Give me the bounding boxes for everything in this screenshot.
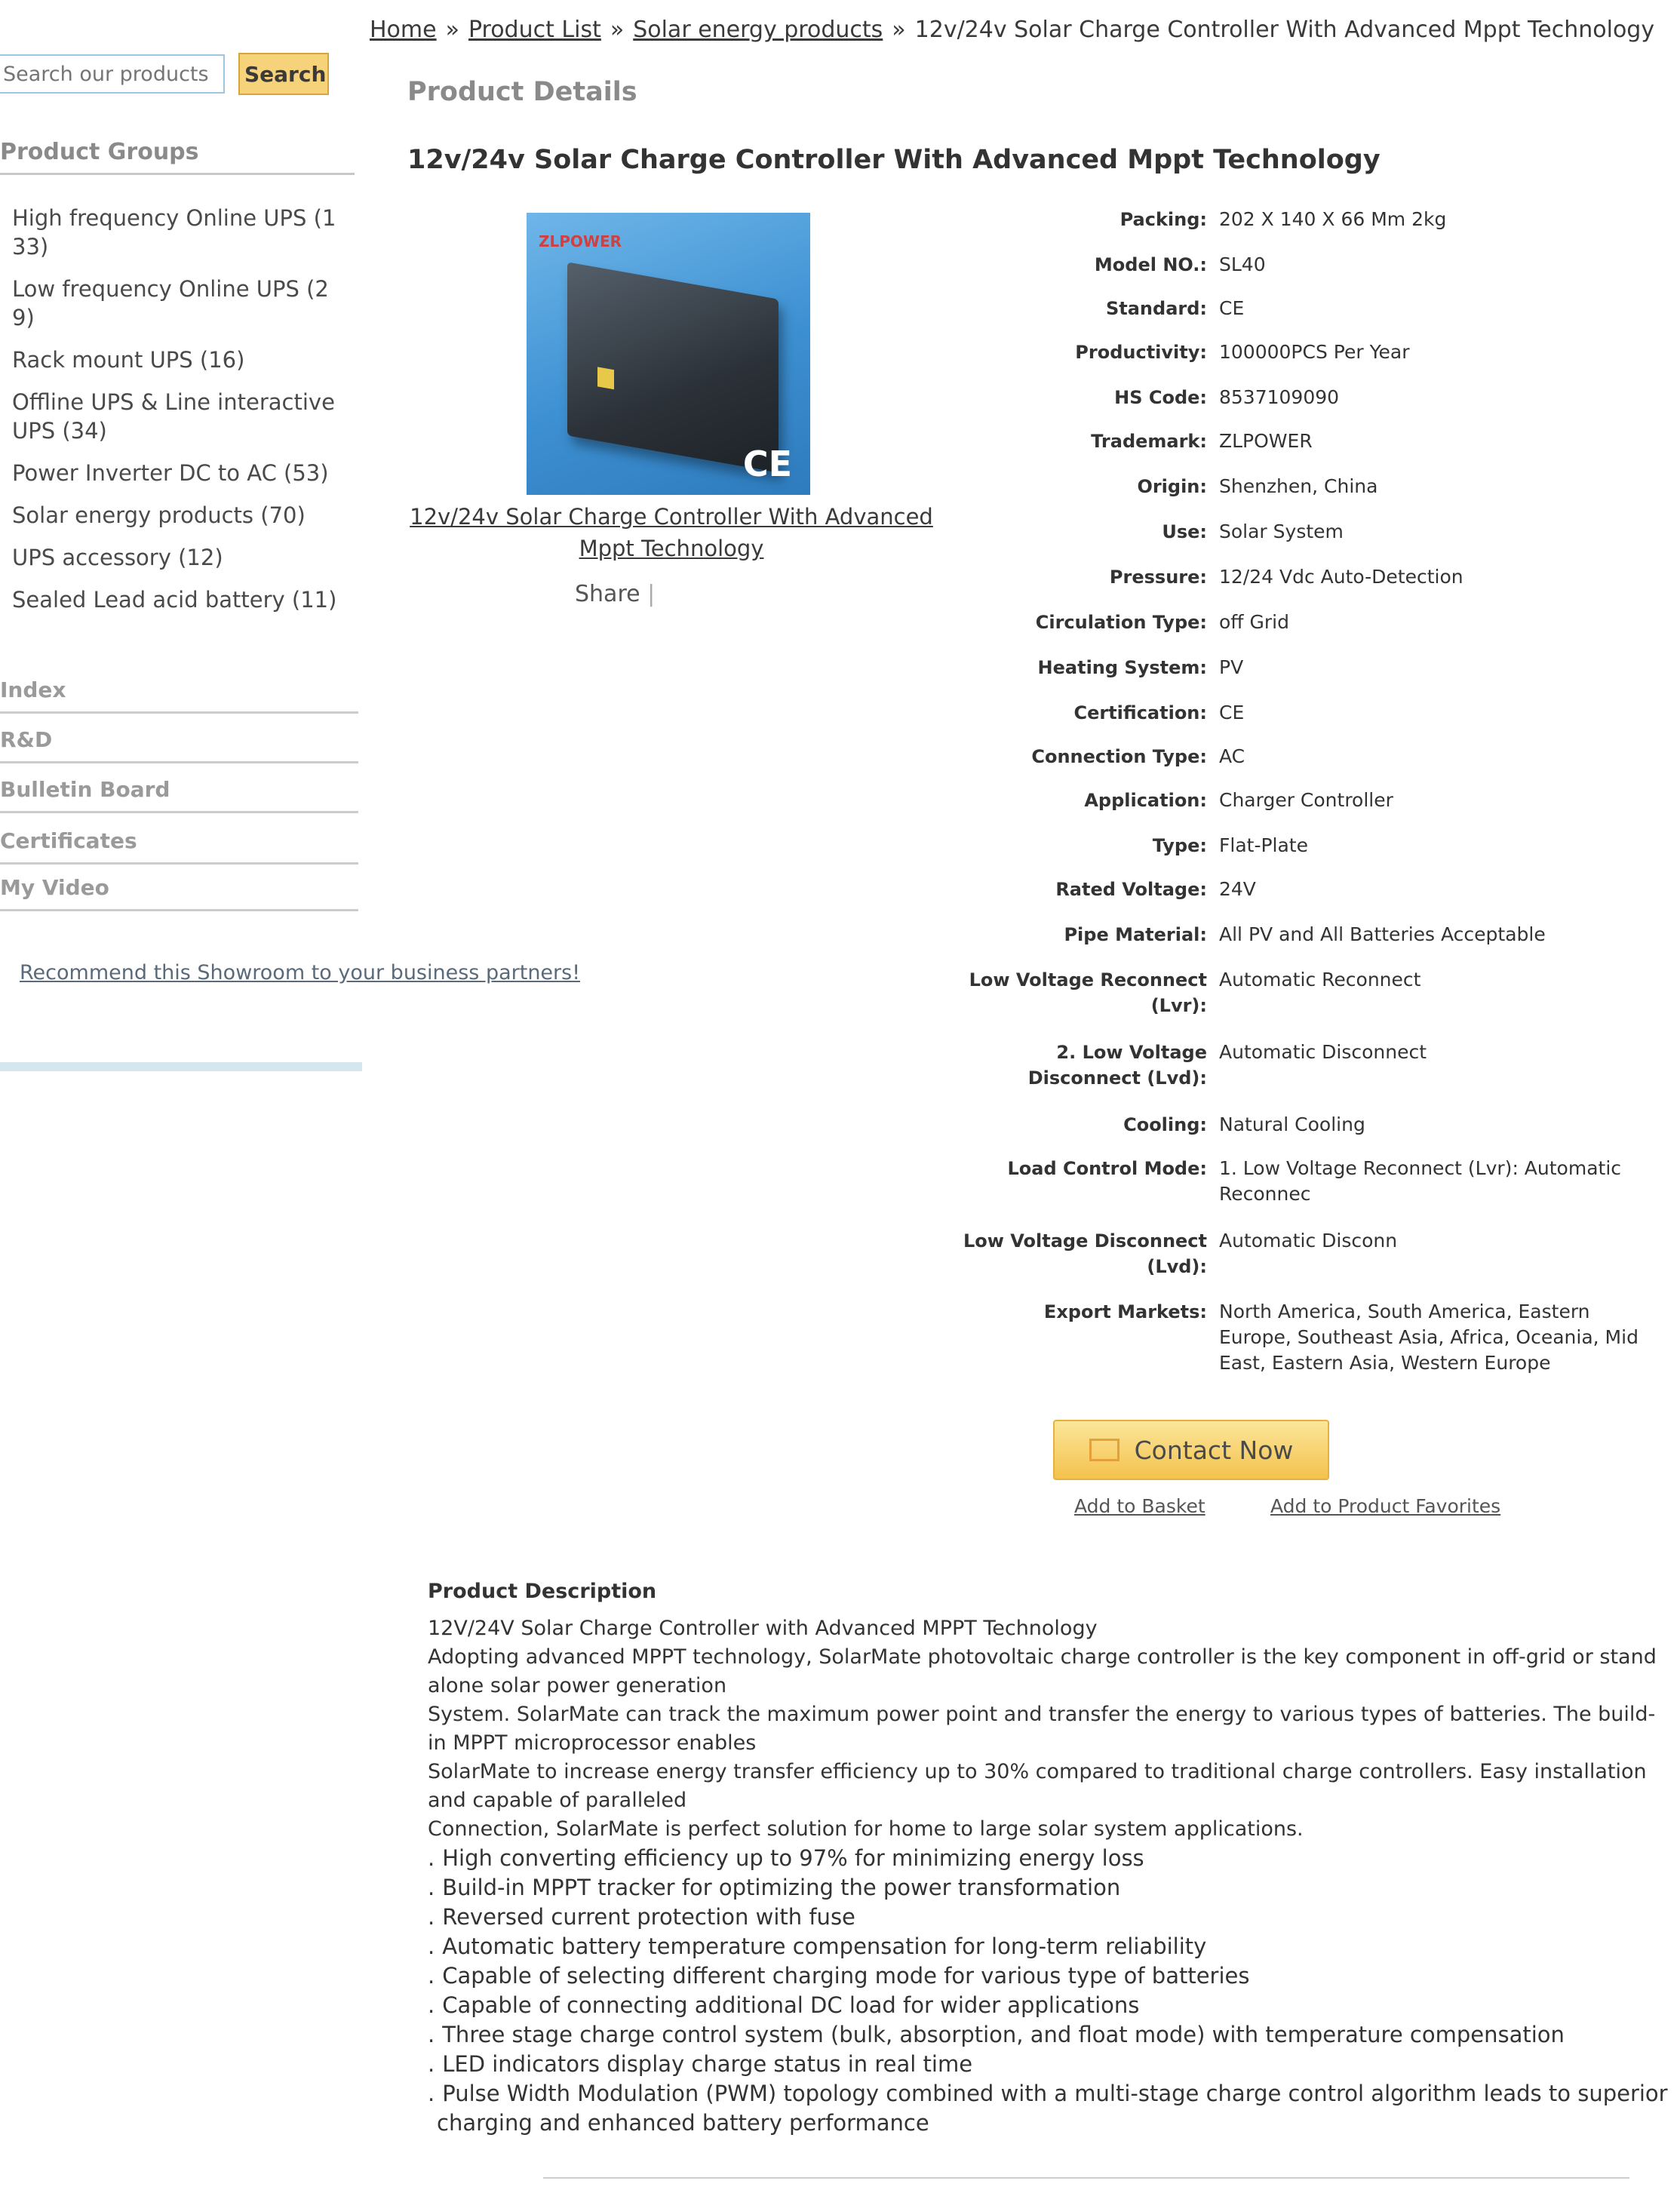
spec-label: Heating System: bbox=[1037, 657, 1207, 678]
spec-value: Natural Cooling bbox=[1219, 1113, 1365, 1135]
breadcrumb-home[interactable]: Home bbox=[370, 17, 437, 43]
spec-value: AC bbox=[1219, 745, 1245, 767]
breadcrumb-current: 12v/24v Solar Charge Controller With Advanced Mppt Technology bbox=[914, 17, 1655, 43]
share-label: Share bbox=[575, 581, 640, 607]
spec-label: Low Voltage Disconnect (Lvd): bbox=[963, 1230, 1207, 1277]
share-button[interactable] bbox=[575, 581, 655, 607]
spec-value: Flat-Plate bbox=[1219, 834, 1308, 856]
mail-icon bbox=[1089, 1439, 1119, 1461]
sidebar-link-bulletin-board[interactable]: Bulletin Board bbox=[0, 777, 358, 813]
contact-now-button[interactable] bbox=[1053, 1420, 1329, 1480]
description-paragraph: 12V/24V Solar Charge Controller with Advanced MPPT Technology bbox=[428, 1617, 1098, 1640]
sidebar-link-my-video[interactable]: My Video bbox=[0, 875, 358, 911]
product-group-item[interactable]: Low frequency Online UPS (2 9) bbox=[12, 276, 329, 330]
product-group-item[interactable]: Offline UPS & Line interactive UPS (34) bbox=[12, 389, 335, 444]
description-bullet: . Pulse Width Modulation (PWM) topology combined with a multi-stage charge control algorithm leads to superior charging and enhanced battery performance bbox=[428, 2079, 1672, 2138]
description-paragraph: Adopting advanced MPPT technology, SolarMate photovoltaic charge controller is the key component in off-grid or stand alone solar power generation bbox=[428, 1645, 1657, 1697]
description-body bbox=[428, 1614, 1672, 2138]
product-image[interactable] bbox=[527, 213, 810, 495]
image-brand-logo: ZLPOWER bbox=[539, 232, 622, 250]
breadcrumb-separator: » bbox=[445, 17, 459, 43]
spec-label: Pipe Material: bbox=[1064, 924, 1207, 945]
spec-label: HS Code: bbox=[1114, 387, 1207, 408]
spec-value: Automatic Disconnect bbox=[1219, 1041, 1427, 1063]
spec-label: Standard: bbox=[1105, 298, 1207, 319]
charge-controller-device bbox=[567, 262, 779, 472]
spec-value: Shenzhen, China bbox=[1219, 475, 1378, 497]
spec-value: PV bbox=[1219, 656, 1244, 678]
spec-value: Automatic Reconnect bbox=[1219, 969, 1421, 991]
description-bullet: . Capable of connecting additional DC load for wider applications bbox=[428, 1991, 1672, 2020]
spec-value: Automatic Disconn bbox=[1219, 1230, 1398, 1252]
sidebar-link-index[interactable]: Index bbox=[0, 677, 358, 714]
spec-value: 8537109090 bbox=[1219, 386, 1340, 408]
product-group-item[interactable]: High frequency Online UPS (1 33) bbox=[12, 205, 336, 260]
product-group-item[interactable]: Sealed Lead acid battery (11) bbox=[12, 587, 337, 613]
product-group-item[interactable]: Solar energy products (70) bbox=[12, 502, 306, 528]
ce-mark: CE bbox=[742, 444, 792, 484]
description-bullet: . LED indicators display charge status in real time bbox=[428, 2050, 1672, 2079]
product-title: 12v/24v Solar Charge Controller With Advanced Mppt Technology bbox=[407, 145, 1381, 175]
recommend-showroom-link[interactable]: Recommend this Showroom to your business partners! bbox=[20, 961, 581, 984]
sidebar-footer-bar bbox=[0, 1062, 362, 1071]
search-button[interactable]: Search bbox=[238, 53, 329, 95]
sidebar-link-r-d[interactable]: R&D bbox=[0, 727, 358, 763]
product-image-caption-link[interactable]: 12v/24v Solar Charge Controller With Advanced Mppt Technology bbox=[410, 504, 933, 561]
spec-label: Cooling: bbox=[1123, 1114, 1207, 1135]
description-paragraph: Connection, SolarMate is perfect solution for home to large solar system applications. bbox=[428, 1817, 1304, 1841]
description-bullet: . Reversed current protection with fuse bbox=[428, 1903, 1672, 1932]
device-label bbox=[597, 367, 614, 389]
spec-label: Type: bbox=[1152, 835, 1207, 856]
spec-label: 2. Low Voltage Disconnect (Lvd): bbox=[1027, 1042, 1207, 1089]
spec-label: Circulation Type: bbox=[1035, 612, 1207, 633]
sidebar-link-certificates[interactable]: Certificates bbox=[0, 828, 358, 865]
spec-label: Low Voltage Reconnect (Lvr): bbox=[969, 969, 1207, 1016]
spec-value: 12/24 Vdc Auto-Detection bbox=[1219, 566, 1463, 588]
spec-label: Model NO.: bbox=[1094, 254, 1207, 275]
product-group-item[interactable]: Rack mount UPS (16) bbox=[12, 347, 245, 373]
spec-value: CE bbox=[1219, 297, 1245, 319]
spec-label: Pressure: bbox=[1109, 567, 1207, 588]
description-bullet: . Capable of selecting different charging mode for various type of batteries bbox=[428, 1961, 1672, 1991]
product-groups-list bbox=[12, 204, 344, 628]
product-group-item[interactable]: Power Inverter DC to AC (53) bbox=[12, 460, 329, 486]
spec-value: North America, South America, Eastern Europe, Southeast Asia, Africa, Oceania, Mid East, Eastern Asia, Western Europe bbox=[1219, 1301, 1639, 1374]
share-divider: | bbox=[647, 581, 656, 607]
spec-value: Charger Controller bbox=[1219, 789, 1393, 811]
bottom-divider bbox=[543, 2177, 1629, 2179]
description-bullet: . Build-in MPPT tracker for optimizing the power transformation bbox=[428, 1873, 1672, 1903]
spec-label: Load Control Mode: bbox=[1007, 1158, 1207, 1179]
spec-value: off Grid bbox=[1219, 611, 1289, 633]
spec-value: 100000PCS Per Year bbox=[1219, 341, 1410, 363]
spec-label: Origin: bbox=[1137, 476, 1207, 497]
product-groups-heading: Product Groups bbox=[0, 139, 355, 175]
description-paragraphs bbox=[428, 1614, 1672, 1844]
spec-label: Connection Type: bbox=[1031, 746, 1207, 767]
description-bullets bbox=[428, 1844, 1672, 2138]
description-bullet: . High converting efficiency up to 97% for minimizing energy loss bbox=[428, 1844, 1672, 1873]
breadcrumb-product-list[interactable]: Product List bbox=[468, 17, 601, 43]
description-bullet: . Automatic battery temperature compensation for long-term reliability bbox=[428, 1932, 1672, 1961]
spec-label: Packing: bbox=[1119, 209, 1207, 230]
add-to-basket-link[interactable]: Add to Basket bbox=[1074, 1495, 1205, 1517]
breadcrumb-separator: » bbox=[610, 17, 625, 43]
spec-label: Use: bbox=[1162, 521, 1207, 542]
spec-value: 202 X 140 X 66 Mm 2kg bbox=[1219, 208, 1447, 230]
spec-value: Solar System bbox=[1219, 521, 1344, 542]
spec-label: Rated Voltage: bbox=[1055, 879, 1207, 900]
spec-value: ZLPOWER bbox=[1219, 430, 1313, 452]
breadcrumb bbox=[370, 17, 1654, 43]
add-to-favorites-link[interactable]: Add to Product Favorites bbox=[1270, 1495, 1501, 1517]
breadcrumb-separator: » bbox=[892, 17, 906, 43]
description-heading: Product Description bbox=[428, 1580, 657, 1603]
description-bullet: . Three stage charge control system (bulk, absorption, and float mode) with temperature compensation bbox=[428, 2020, 1672, 2050]
product-group-item[interactable]: UPS accessory (12) bbox=[12, 545, 223, 570]
description-paragraph: SolarMate to increase energy transfer efficiency up to 30% compared to traditional charge controllers. Easy installation and capable of paralleled bbox=[428, 1760, 1647, 1812]
breadcrumb-category[interactable]: Solar energy products bbox=[633, 17, 883, 43]
spec-value: All PV and All Batteries Acceptable bbox=[1219, 923, 1546, 945]
spec-label: Trademark: bbox=[1091, 431, 1207, 452]
section-title: Product Details bbox=[407, 77, 637, 107]
spec-label: Application: bbox=[1084, 790, 1207, 811]
search-input[interactable] bbox=[0, 54, 225, 94]
spec-label: Productivity: bbox=[1075, 342, 1207, 363]
description-paragraph: System. SolarMate can track the maximum power point and transfer the energy to various types of batteries. The build-in MPPT microprocessor enables bbox=[428, 1703, 1656, 1755]
spec-label: Export Markets: bbox=[1043, 1301, 1207, 1322]
spec-value: 1. Low Voltage Reconnect (Lvr): Automatic Reconnec bbox=[1219, 1157, 1622, 1205]
contact-now-label: Contact Now bbox=[1134, 1435, 1294, 1465]
spec-value: CE bbox=[1219, 702, 1245, 723]
spec-label: Certification: bbox=[1073, 702, 1207, 723]
spec-value: SL40 bbox=[1219, 253, 1266, 275]
spec-value: 24V bbox=[1219, 878, 1256, 900]
